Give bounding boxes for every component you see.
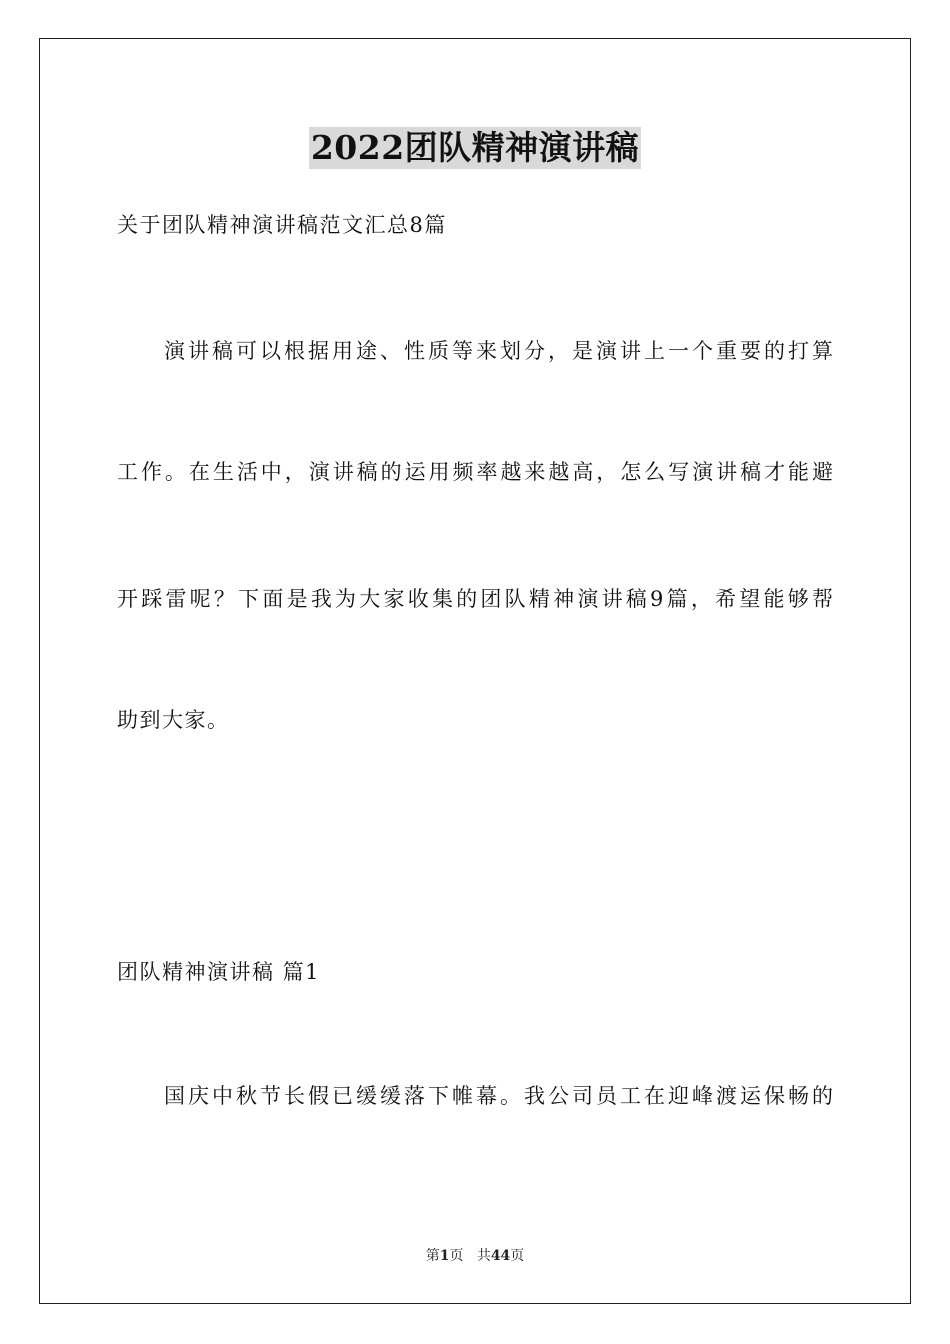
footer-page-prefix: 第 xyxy=(425,1248,440,1264)
intro-line-3: 开踩雷呢？下面是我为大家收集的团队精神演讲稿9篇，希望能够帮 xyxy=(117,587,833,611)
footer-total-suffix: 页 xyxy=(510,1248,525,1264)
section-heading: 团队精神演讲稿 篇1 xyxy=(117,960,321,984)
footer-page-number: 1 xyxy=(439,1248,450,1264)
section-line-1: 国庆中秋节长假已缓缓落下帷幕。我公司员工在迎峰渡运保畅的 xyxy=(164,1084,833,1108)
footer-page-suffix: 页 xyxy=(449,1248,464,1264)
intro-line-2: 工作。在生活中，演讲稿的运用频率越来越高，怎么写演讲稿才能避 xyxy=(117,460,833,484)
footer-total-prefix: 共 xyxy=(476,1248,491,1264)
document-title: 2022团队精神演讲稿 xyxy=(310,128,640,167)
page-footer xyxy=(0,1246,950,1266)
intro-line-4: 助到大家。 xyxy=(117,708,230,732)
document-subtitle: 关于团队精神演讲稿范文汇总8篇 xyxy=(117,213,447,237)
footer-total-pages: 44 xyxy=(490,1248,511,1264)
intro-line-1: 演讲稿可以根据用途、性质等来划分，是演讲上一个重要的打算 xyxy=(164,339,833,363)
title-container xyxy=(0,127,950,169)
